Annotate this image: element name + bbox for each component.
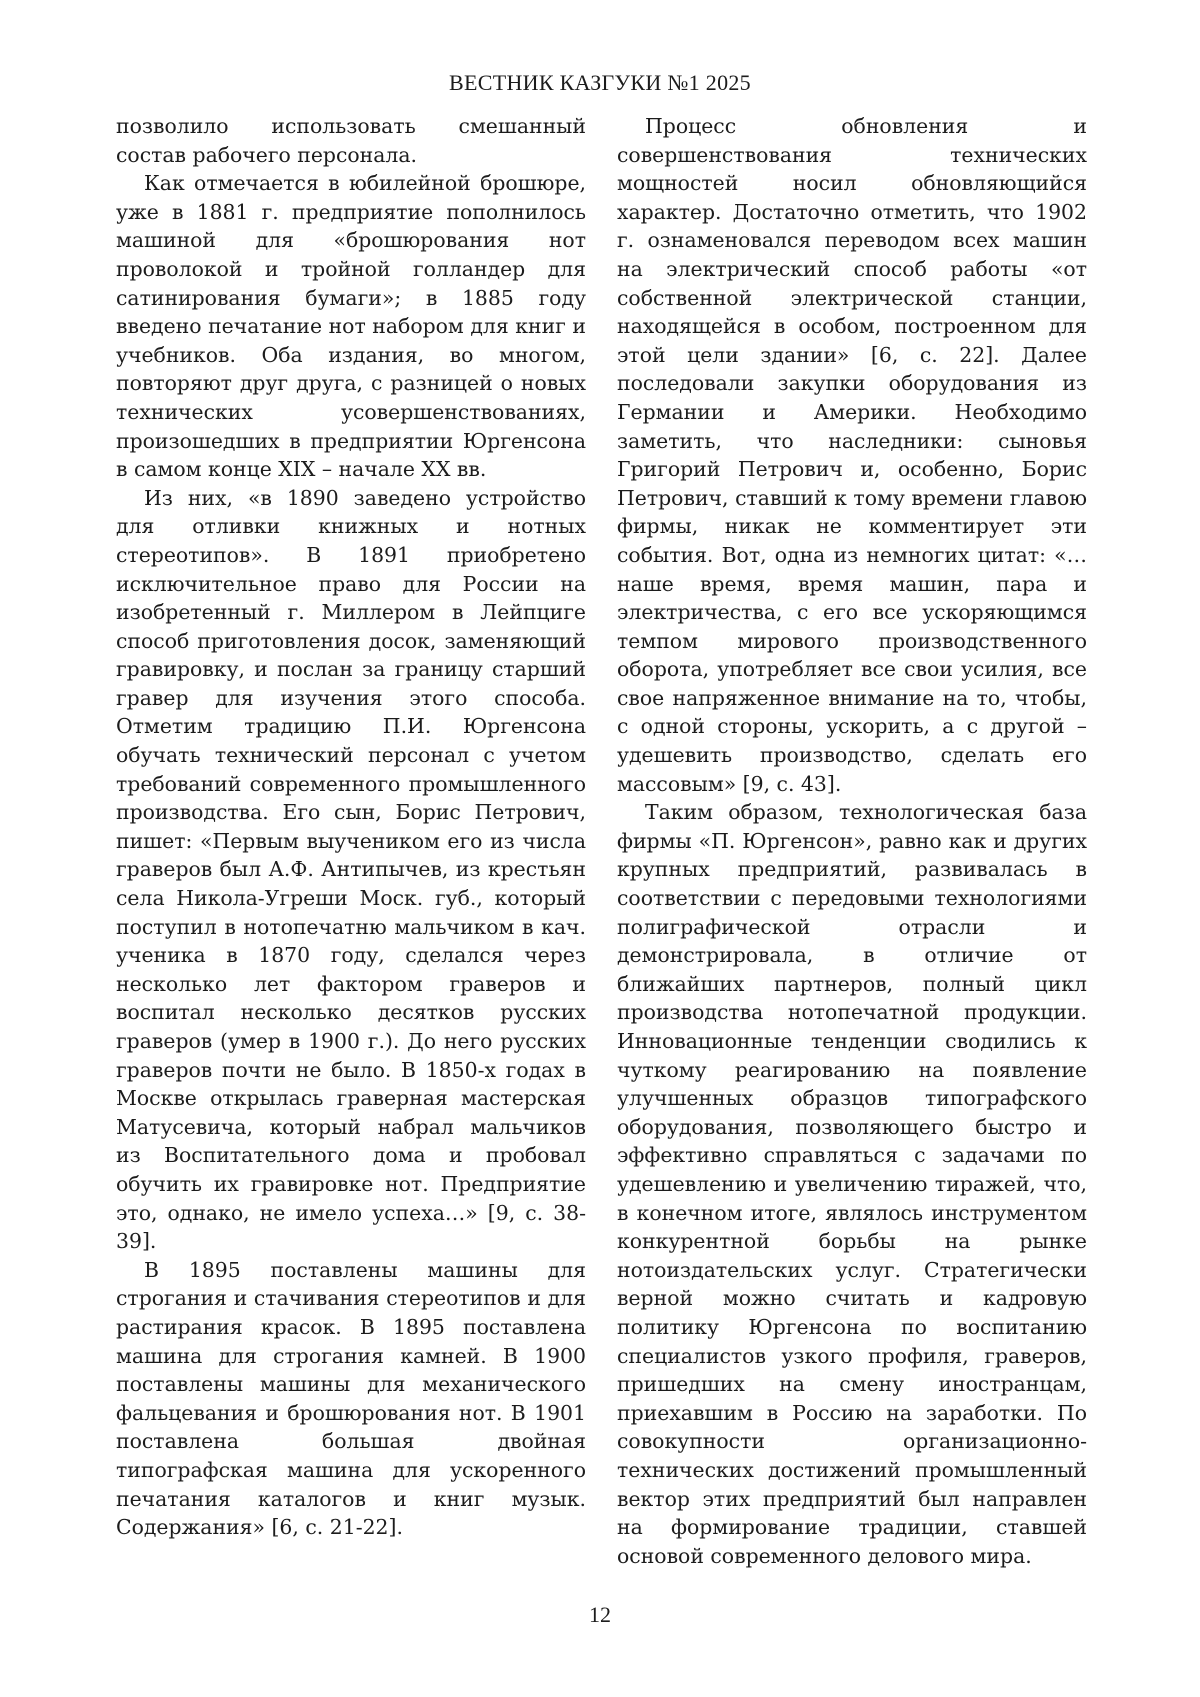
paragraph-continuation: позволило использовать смешанный состав рабочего персонала. [116, 114, 586, 167]
page-number: 12 [589, 1602, 611, 1627]
paragraph-stereotypes: Из них, «в 1890 заведено устройство для отливки книжных и нотных стереотипов». В 1891 приобретено исключительное право для России на изобретенный г. Миллером в Лейпциге способ приготовления досок, заменяющий гравировку, и послан за границу старший гравер для изучения этого способа. Отметим традицию П.И. Юргенсона обучать технический персонал с учетом требований современного промышленного производства. Его сын, Борис Петрович, пишет: «Первым выучеником его из числа граверов был А.Ф. Антипычев, из крестьян села Никола-Угреши Моск. губ., который поступил в нотопечатню мальчиком в кач. ученика в 1870 году, сделался через несколько лет фактором граверов и воспитал несколько десятков русских граверов (умер в 1900 г.). До него русских граверов почти не было. В 1850-х годах в Москве открылась граверная мастерская Матусевича, который набрал мальчиков из Воспитательного дома и пробовал обучить их гравировке нот. Предприятие это, однако, не имело успеха…» [9, с. 38-39]. [116, 485, 586, 1254]
paragraph-conclusion: Таким образом, технологическая база фирмы «П. Юргенсон», равно как и других крупных предприятий, развивалась в соответствии с передовыми технологиями полиграфической отрасли и демонстрировала, в отличие от ближайших партнеров, полный цикл производства нотопечатной продукции. Инновационные тенденции сводились к чуткому реагированию на появление улучшенных образцов типографского оборудования, позволяющего быстро и эффективно справляться с задачами по удешевлению и увеличению тиражей, что, в конечном итоге, являлось инструментом конкурентной борьбы на рынке нотоиздательских услуг. Стратегически верной можно считать и кадровую политику Юргенсона по воспитанию специалистов узкого профиля, граверов, пришедших на смену иностранцам, приехавшим в Россию на заработки. По совокупности организационно-технических достижений промышленный вектор этих предприятий был направлен на формирование традиции, ставшей основой современного делового мира. [617, 800, 1087, 1568]
paragraph-modernization: Процесс обновления и совершенствования технических мощностей носил обновляющийся характер. Достаточно отметить, что 1902 г. ознаменовался переводом всех машин на электрический способ работы «от собственной электрической станции, находящейся в особом, построенном для этой цели здании» [6, с. 22]. Далее последовали закупки оборудования из Германии и Америки. Необходимо заметить, что наследники: сыновья Григорий Петрович и, особенно, Борис Петрович, ставший к тому времени главою фирмы, никак не комментирует эти события. Вот, одна из немногих цитат: «…наше время, время машин, пара и электричества, с его все ускоряющимся темпом мирового производственного оборота, употребляет все свои усилия, все свое напряженное внимание на то, чтобы, с одной стороны, ускорить, а с другой – удешевить производство, сделать его массовым» [9, с. 43]. [617, 114, 1087, 796]
right-column [617, 112, 1087, 1570]
paragraph-brochure: Как отмечается в юбилейной брошюре, уже в 1881 г. предприятие пополнилось машиной для «брошюрования нот проволокой и тройной голландер для сатинирования бумаги»; в 1885 году введено печатание нот набором для книг и учебников. Оба издания, во многом, повторяют друг друга, с разницей о новых технических усовершенствованиях, произошедших в предприятии Юргенсона в самом конце XIX – начале XX вв. [116, 171, 586, 482]
paragraph-machines-1895: В 1895 поставлены машины для строгания и стачивания стереотипов и для растирания красок. В 1895 поставлена машина для строгания камней. В 1900 поставлены машины для механического фальцевания и брошюрования нот. В 1901 поставлена большая двойная типографская машина для ускоренного печатания каталогов и книг музык. Содержания» [6, с. 21-22]. [116, 1257, 586, 1540]
running-header: ВЕСТНИК КАЗГУКИ №1 2025 [449, 70, 751, 95]
left-column [116, 112, 586, 1542]
